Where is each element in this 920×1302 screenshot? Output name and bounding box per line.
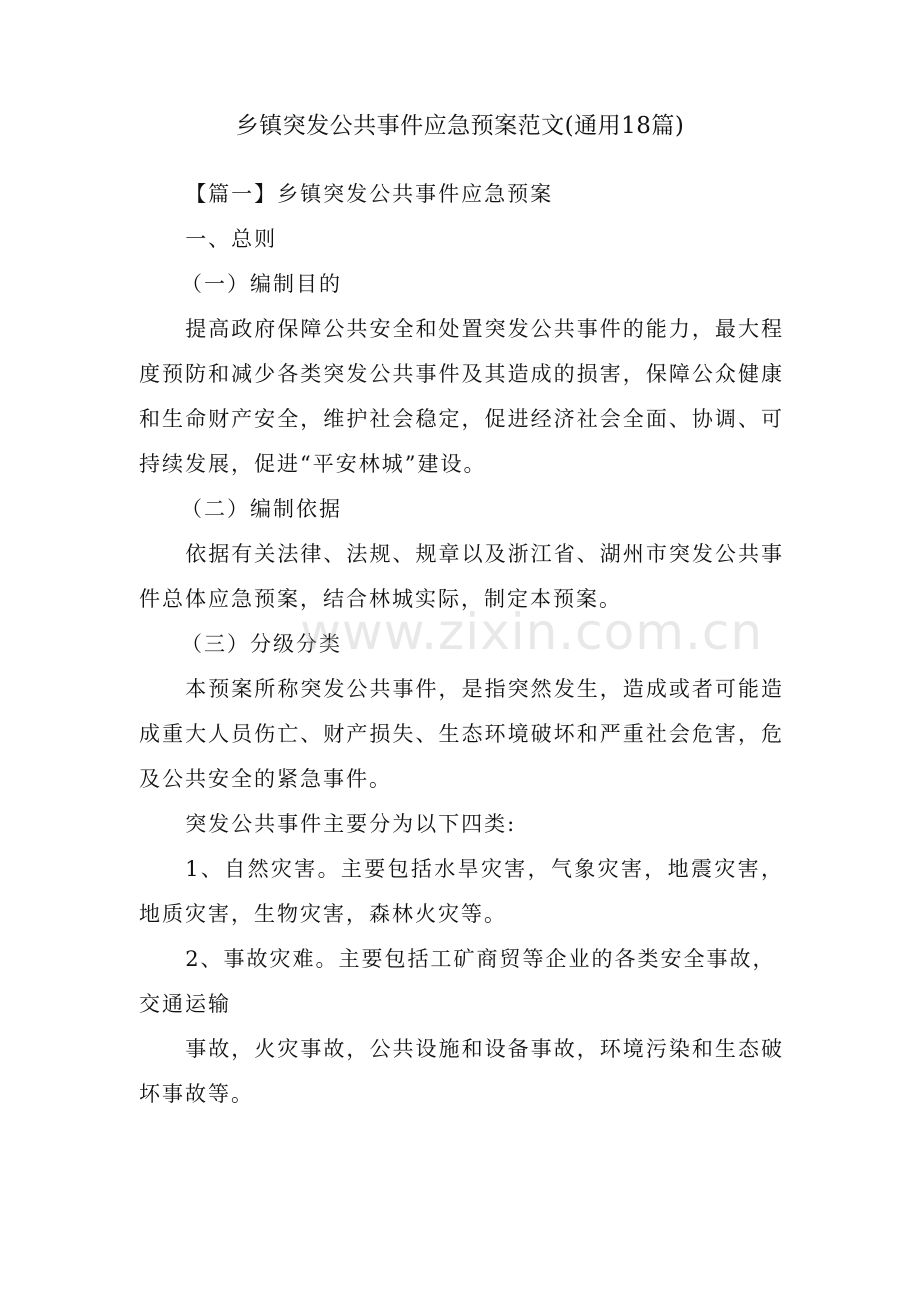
paragraph-basis: 依据有关法律、法规、规章以及浙江省、湖州市突发公共事件总体应急预案，结合林城实际，制定本预案。 [139,542,784,611]
paragraph-purpose: 提高政府保障公共安全和处置突发公共事件的能力，最大程度预防和减少各类突发公共事件及其造成的损害，保障公众健康和生命财产安全，维护社会稳定，促进经济社会全面、协调、可持续发展，促进“平安林城”建设。 [139,317,784,476]
document-body [139,172,784,1117]
subheading-purpose: （一）编制目的 [181,272,342,296]
list-item-accidents: 2、事故灾难。主要包括工矿商贸等企业的各类安全事故， [185,947,776,971]
paragraph-definition: 本预案所称突发公共事件，是指突然发生，造成或者可能造成重大人员伤亡、财产损失、生态环境破坏和严重社会危害，危及公共安全的紧急事件。 [139,677,784,791]
watermark-text: www.zixin.com.cn [300,603,764,661]
subheading-basis: （二）编制依据 [181,497,342,521]
paragraph-categories-intro: 突发公共事件主要分为以下四类: [185,812,517,836]
paragraph-accident-types: 事故，火灾事故，公共设施和设备事故，环境污染和生态破坏事故等。 [139,1037,784,1106]
subheading-classification: （三）分级分类 [181,632,342,656]
section-heading-general: 一、总则 [185,227,278,251]
list-item-natural-disasters: 1、自然灾害。主要包括水旱灾害，气象灾害，地震灾害，地质灾害，生物灾害，森林火灾等。 [139,857,784,926]
section-heading-part-one: 【篇一】乡镇突发公共事件应急预案 [185,182,554,206]
paragraph-transport-fragment: 交通运输 [139,992,231,1016]
document-title: 乡镇突发公共事件应急预案范文(通用18篇) [235,113,685,139]
